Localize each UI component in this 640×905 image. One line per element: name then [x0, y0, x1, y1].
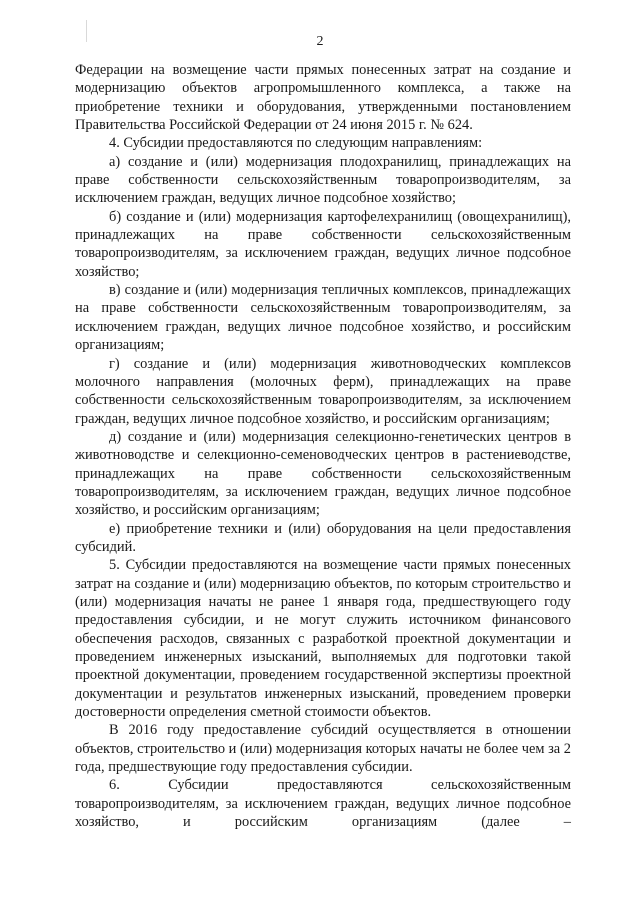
- document-body: [75, 61, 571, 831]
- paragraph-item-4b: б) создание и (или) модернизация картофелехранилищ (овощехранилищ), принадлежащих на праве собственности сельскохозяйственным товаропроизводителям, за исключением граждан, ведущих личное подсобное хозяйство;: [75, 208, 571, 280]
- paragraph-item-5: 5. Субсидии предоставляются на возмещение части прямых понесенных затрат на создание и (или) модернизацию объектов, по которым строительство и (или) модернизация начаты не ранее 1 января года, предшествующего году предоставления субсидии, и не могут служить источником финансового обеспечения расходов, связанных с разработкой проектной документации и проведением инженерных изысканий, выполняемых для подготовки такой проектной документации, проведением государственной экспертизы проектной документации и результатов инженерных изысканий, проведением проверки достоверности определения сметной стоимости объектов.: [75, 557, 571, 721]
- paragraph-item-4g: г) создание и (или) модернизация животноводческих комплексов молочного направления (молочных ферм), принадлежащих на праве собственности сельскохозяйственным товаропроизводителям, за исключением граждан, ведущих личное подсобное хозяйство, и российским организациям;: [75, 355, 571, 427]
- paragraph-item-6: 6. Субсидии предоставляются сельскохозяйственным товаропроизводителям, за исключением граждан, ведущих личное подсобное хозяйство, и российским организациям (далее –: [75, 777, 571, 831]
- paragraph-item-4a: а) создание и (или) модернизация плодохранилищ, принадлежащих на праве собственности сельскохозяйственным товаропроизводителям, за исключением граждан, ведущих личное подсобное хозяйство;: [75, 153, 571, 207]
- paragraph-item-4d: д) создание и (или) модернизация селекционно-генетических центров в животноводстве и селекционно-семеноводческих центров в растениеводстве, принадлежащих на праве собственности сельскохозяйственным товаропроизводителям, за исключением граждан, ведущих личное подсобное хозяйство, и российским организациям;: [75, 428, 571, 519]
- paragraph-continuation: Федерации на возмещение части прямых понесенных затрат на создание и модернизацию объектов агропромышленного комплекса, а также на приобретение техники и оборудования, утвержденными постановлением Правительства Российской Федерации от 24 июня 2015 г. № 624.: [75, 62, 571, 134]
- paragraph-item-4e: е) приобретение техники и (или) оборудования на цели предоставления субсидий.: [75, 520, 571, 555]
- paragraph-item-4v: в) создание и (или) модернизация тепличных комплексов, принадлежащих на праве собственности сельскохозяйственным товаропроизводителям, за исключением граждан, ведущих личное подсобное хозяйство, и российским организациям;: [75, 282, 571, 354]
- page-number: 2: [316, 34, 324, 49]
- paragraph-item-4: 4. Субсидии предоставляются по следующим направлениям:: [109, 135, 483, 152]
- paragraph-2016-note: В 2016 году предоставление субсидий осуществляется в отношении объектов, строительство и (или) модернизация которых начаты не более чем за 2 года, предшествующие году предоставления субсидии.: [75, 722, 571, 776]
